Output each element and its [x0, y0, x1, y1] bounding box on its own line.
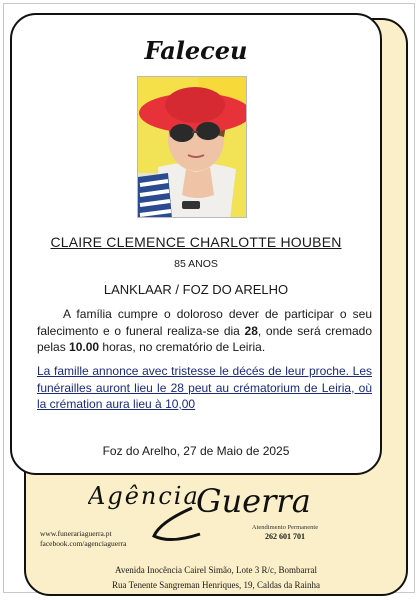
announcement-text-part: horas, no crematório de Leiria. — [99, 340, 266, 354]
cremation-time: 10.00 — [69, 340, 100, 354]
agency-facebook-link[interactable]: facebook.com/agenciaguerra — [40, 539, 127, 548]
agency-web-links — [40, 529, 126, 549]
announcement-text-part: A família cumpre o doloroso dever de participar o seu falecimento e o funeral realiza-se dia — [37, 307, 372, 338]
agency-name-first: Agência — [88, 482, 200, 510]
portrait-illustration — [138, 77, 247, 218]
phone-number: 262 601 701 — [265, 532, 305, 541]
agency-phone — [240, 524, 330, 541]
announcement-text-part: , onde será cremado pelas — [37, 323, 372, 354]
funeral-day: 28 — [244, 323, 258, 338]
phone-label: Atendimento Permanente — [251, 524, 319, 531]
agency-name-second: Guerra — [196, 482, 311, 520]
portrait-photo — [137, 76, 247, 218]
funeral-announcement-portuguese — [37, 306, 372, 356]
logo-swash — [154, 508, 200, 540]
obituary-heading: Faleceu — [144, 36, 248, 65]
agency-address-caldas: Rua Tenente Sangreman Henriques, 19, Caldas da Rainha — [112, 580, 320, 590]
agency-address-bombarral: Avenida Inocência Cairel Simão, Lote 3 R/c, Bombarral — [114, 565, 318, 575]
deceased-age: 85 ANOS — [174, 258, 218, 270]
funeral-announcement-french: La famille annonce avec tristesse le décés de leur proche. Les funérailles auront lieu le 28 peut au crématorium de Leiria, où la crémation aura lieu à 10,00 — [37, 364, 372, 411]
deceased-name: CLAIRE CLEMENCE CHARLOTTE HOUBEN — [50, 234, 342, 250]
agency-website-link[interactable]: www.funerariaguerra.pt — [40, 529, 112, 538]
birth-and-residence-places: LANKLAAR / FOZ DO ARELHO — [103, 282, 289, 297]
place-and-date: Foz do Arelho, 27 de Maio de 2025 — [102, 444, 290, 458]
